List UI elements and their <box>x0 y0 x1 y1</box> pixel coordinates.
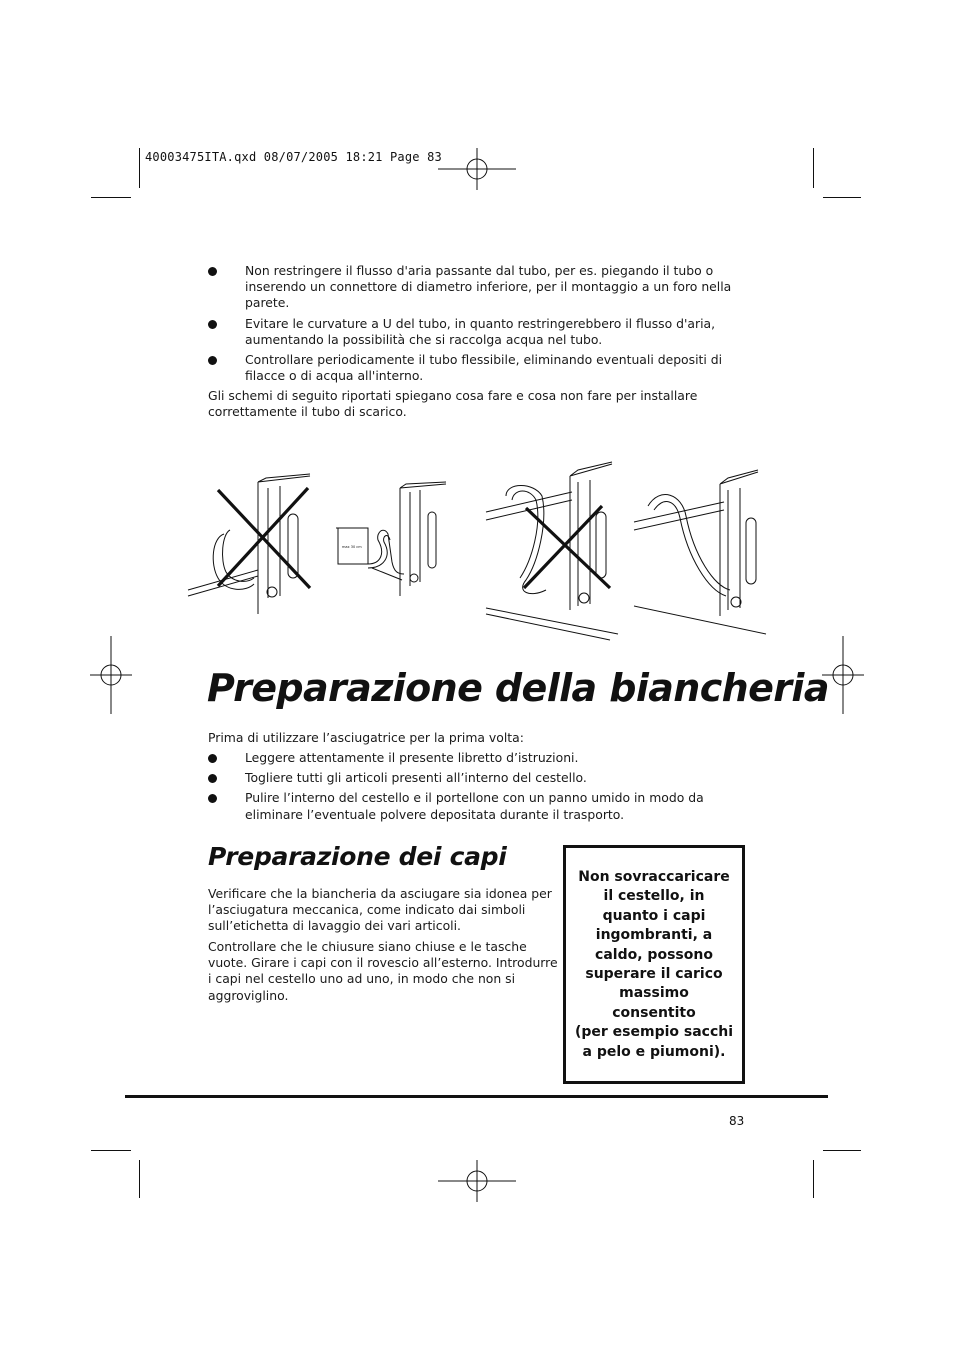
section-heading: Preparazione dei capi <box>208 842 507 871</box>
print-slug: 40003475ITA.qxd 08/07/2005 18:21 Page 83 <box>145 150 442 164</box>
intro-paragraph: Gli schemi di seguito riportati spiegano cosa fare e cosa non fare per installare correttamente il tubo di scarico. <box>208 388 698 420</box>
list-item-text: Leggere attentamente il presente libretto d’istruzioni. <box>245 750 579 765</box>
preparation-bullet-list <box>208 750 748 827</box>
subsection-paragraph: Controllare che le chiusure siano chiuse e le tasche vuote. Girare i capi con il rovescio all’esterno. Introdurre i capi nel cestello uno ad uno, in modo che non si aggroviglino. <box>208 939 558 1003</box>
list-item <box>208 750 748 766</box>
subsection-paragraph: Verificare che la biancheria da asciugare sia idonea per l’asciugatura meccanica, come indicato dai simboli sull’etichetta di lavaggio dei vari articoli. <box>208 886 552 934</box>
crop-mark <box>139 1160 140 1198</box>
crop-mark <box>823 197 861 198</box>
registration-mark-icon <box>438 148 516 190</box>
crop-mark <box>91 1150 131 1151</box>
hose-u-bend-wrong-crossed-icon <box>486 462 620 640</box>
hose-correct-icon <box>336 482 448 600</box>
page-title: Preparazione della biancheria <box>207 666 829 710</box>
crop-mark <box>91 197 131 198</box>
warning-line: massimo <box>619 985 689 1002</box>
list-item <box>208 316 748 348</box>
footer-rule <box>125 1095 828 1098</box>
warning-line: Non sovraccaricare <box>578 869 730 885</box>
warning-line: ingombranti, a <box>595 927 713 944</box>
crop-mark <box>813 1160 814 1198</box>
list-item <box>208 352 748 384</box>
warning-line: caldo, possono <box>595 946 713 963</box>
list-item <box>208 770 748 786</box>
list-item-text: Togliere tutti gli articoli presenti all’interno del cestello. <box>245 770 587 786</box>
registration-mark-icon <box>438 1160 516 1202</box>
intro-bullet-list <box>208 263 748 388</box>
warning-line: (per esempio sacchi <box>574 1024 734 1041</box>
warning-text <box>566 868 742 1062</box>
registration-mark-icon <box>90 636 132 714</box>
list-item-text: Evitare le curvature a U del tubo, in quanto restringerebbero il flusso d'aria, aumentando la possibilità che si raccolga acqua nel tubo. <box>245 315 716 347</box>
bullet-icon <box>208 356 217 365</box>
hose-correct-arc-icon <box>634 466 768 638</box>
list-item-text: Non restringere il flusso d'aria passante dal tubo, per es. piegando il tubo o inserendo un connettore di diametro inferiore, per il montaggio a un foro nella parete. <box>245 263 732 311</box>
svg-text:max 30 cm: max 30 cm <box>342 545 362 549</box>
hose-wrong-crossed-icon <box>188 474 312 616</box>
warning-line: quanto i capi <box>602 907 706 924</box>
bullet-icon <box>208 754 217 763</box>
list-item-text: Pulire l’interno del cestello e il portellone con un panno umido in modo da eliminare l’eventuale polvere depositata durante il trasporto. <box>245 790 704 822</box>
warning-line: a pelo e piumoni). <box>582 1043 726 1060</box>
list-item-text: Controllare periodicamente il tubo flessibile, eliminando eventuali depositi di filacce o di acqua all'interno. <box>245 352 723 384</box>
bullet-icon <box>208 794 217 803</box>
crop-mark <box>813 148 814 188</box>
page-number: 83 <box>729 1114 745 1128</box>
section-lead: Prima di utilizzare l’asciugatrice per la prima volta: <box>208 730 524 745</box>
bullet-icon <box>208 267 217 276</box>
list-item <box>208 790 748 822</box>
warning-line: il cestello, in <box>603 888 705 905</box>
bullet-icon <box>208 320 217 329</box>
crop-mark <box>823 1150 861 1151</box>
warning-line: consentito <box>612 1004 696 1021</box>
bullet-icon <box>208 774 217 783</box>
crop-mark <box>139 148 140 188</box>
warning-box <box>563 845 745 1084</box>
warning-line: superare il carico <box>585 966 723 983</box>
list-item <box>208 263 748 312</box>
